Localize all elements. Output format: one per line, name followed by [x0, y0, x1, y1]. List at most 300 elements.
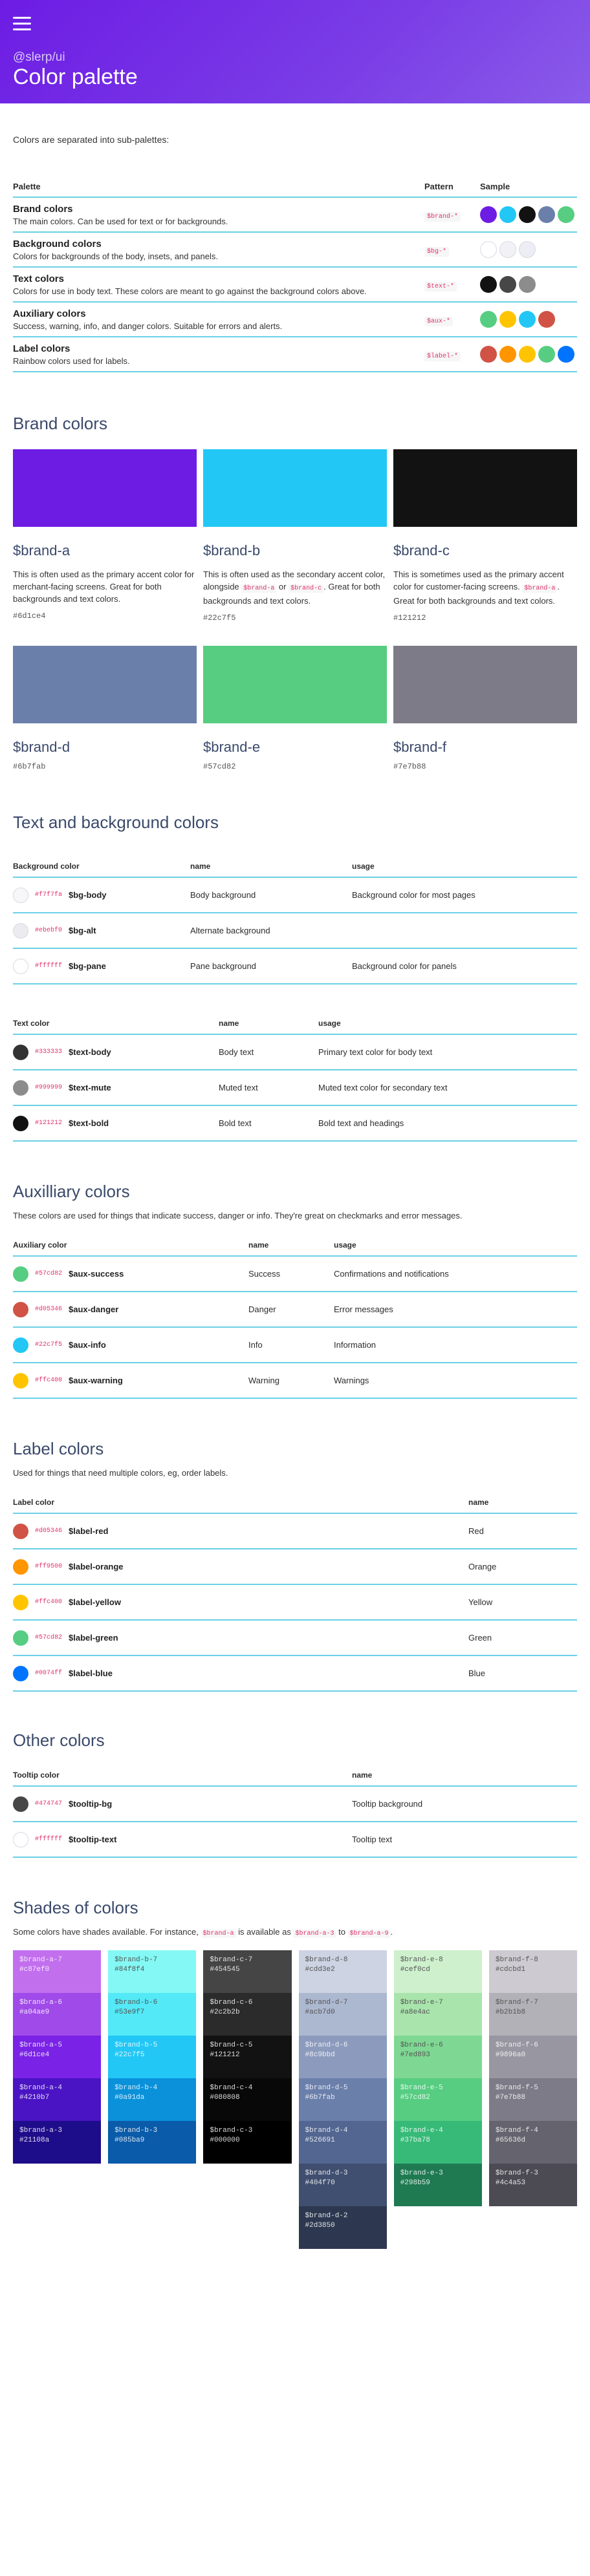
brand-d-hex: #6b7fab	[13, 762, 46, 771]
color-variable[interactable]: $bg-body	[69, 890, 107, 900]
palette-desc: The main colors. Can be used for text or for backgrounds.	[13, 216, 228, 226]
brand-c-swatch	[393, 449, 577, 527]
color-variable[interactable]: $tooltip-bg	[69, 1799, 113, 1809]
color-sample-dot	[519, 206, 536, 223]
page-title: Color palette	[13, 65, 138, 89]
shade-hex: #4c4a53	[495, 2179, 526, 2187]
tooltip-table-header	[13, 1765, 577, 1787]
palette-desc: Success, warning, info, and danger colors. Suitable for errors and alerts.	[13, 321, 283, 331]
shade-hex: #6b7fab	[305, 2094, 335, 2102]
label-heading: Label colors	[13, 1439, 104, 1458]
color-row	[13, 1106, 577, 1142]
aux-table-header	[13, 1235, 577, 1257]
shades-desc	[13, 1927, 577, 1937]
color-row	[13, 1656, 577, 1692]
shade-hex: #7e7b88	[495, 2094, 526, 2102]
color-hex: #57cd82	[35, 1634, 63, 1641]
brand-card-c	[393, 449, 577, 623]
brand-c-desc-part: . Great for both backgrounds and text colors.	[393, 582, 560, 606]
color-sample-dot	[480, 241, 497, 258]
shades-code-brand-a-3: $brand-a-3	[293, 1930, 336, 1938]
color-sample-dot	[519, 346, 536, 363]
brand-a-swatch	[13, 449, 197, 527]
color-name: Bold text	[219, 1118, 252, 1128]
shade-swatch	[394, 1993, 482, 2036]
brand-e-hex: #57cd82	[203, 762, 236, 771]
shade-name: $brand-f-6	[495, 2041, 538, 2049]
shade-swatch	[108, 2036, 196, 2078]
aux-heading: Auxilliary colors	[13, 1182, 130, 1201]
color-name: Yellow	[468, 1597, 493, 1607]
text-bg-heading: Text and background colors	[13, 813, 219, 832]
color-dot	[13, 1337, 28, 1353]
palette-samples	[480, 241, 577, 258]
shade-swatch	[489, 2121, 577, 2164]
shade-swatch	[203, 2121, 291, 2164]
color-variable[interactable]: $bg-pane	[69, 961, 106, 971]
shade-swatch	[108, 2121, 196, 2164]
label-table-header	[13, 1492, 577, 1514]
palette-pattern: $text-*	[424, 282, 457, 292]
shade-swatch	[13, 1993, 101, 2036]
color-dot	[13, 1045, 28, 1060]
palette-desc: Colors for backgrounds of the body, insets, and panels.	[13, 251, 219, 261]
color-name: Tooltip background	[352, 1799, 423, 1809]
color-hex: #ebebf0	[35, 927, 63, 934]
palette-samples	[480, 276, 577, 293]
brand-c-name: $brand-c	[393, 542, 450, 559]
shade-hex: #b2b1b8	[495, 2008, 526, 2016]
color-row	[13, 1328, 577, 1363]
shade-name: $brand-d-8	[305, 1956, 348, 1964]
color-sample-dot	[499, 311, 516, 328]
shade-hex: #8c9bbd	[305, 2051, 335, 2059]
palette-pattern: $brand-*	[424, 212, 461, 222]
header-usage: usage	[318, 1019, 341, 1028]
color-name: Body background	[190, 890, 256, 900]
color-hex: #ffffff	[35, 1836, 63, 1843]
brand-colors-heading: Brand colors	[13, 414, 107, 433]
header-aux-color: Auxiliary color	[13, 1240, 67, 1250]
shade-column	[299, 1950, 387, 2249]
shade-hex: #65636d	[495, 2136, 526, 2144]
shade-name: $brand-a-6	[19, 1999, 63, 2007]
shade-hex: #a04ae9	[19, 2008, 50, 2016]
palette-samples	[480, 346, 577, 363]
color-sample-dot	[519, 276, 536, 293]
hamburger-menu-icon[interactable]	[13, 17, 31, 31]
shade-hex: #57cd82	[400, 2094, 430, 2102]
shades-desc-part: .	[390, 1927, 393, 1937]
color-variable[interactable]: $bg-alt	[69, 926, 96, 935]
color-sample-dot	[538, 311, 555, 328]
color-dot	[13, 1595, 28, 1610]
color-sample-dot	[558, 206, 574, 223]
color-name: Warning	[248, 1376, 279, 1385]
shade-hex: #9896a0	[495, 2051, 526, 2059]
color-usage: Confirmations and notifications	[334, 1269, 449, 1279]
shade-column	[13, 1950, 101, 2249]
brand-c-code-a: $brand-a	[522, 584, 557, 593]
color-cell	[13, 1373, 248, 1389]
brand-c-desc-part: This is sometimes used as the primary accent color for customer-facing screens.	[393, 569, 564, 591]
brand-b-code-c: $brand-c	[289, 584, 323, 593]
color-row	[13, 1514, 577, 1549]
color-dot	[13, 923, 28, 939]
color-sample-dot	[480, 276, 497, 293]
palette-desc: Colors for use in body text. These colors are meant to go against the background colors above.	[13, 286, 367, 296]
shade-swatch	[299, 2164, 387, 2206]
palette-row	[13, 233, 577, 268]
palette-name[interactable]: Label colors	[13, 343, 71, 354]
brand-f-hex: #7e7b88	[393, 762, 426, 771]
shade-name: $brand-f-5	[495, 2084, 538, 2092]
brand-b-desc-part: This is often used as the secondary accent color, alongside	[203, 569, 386, 591]
color-variable[interactable]: $label-green	[69, 1633, 118, 1643]
color-dot	[13, 1373, 28, 1389]
color-hex: #d05346	[35, 1306, 63, 1313]
color-variable[interactable]: $text-mute	[69, 1083, 111, 1092]
color-usage: Background color for panels	[352, 961, 457, 971]
shade-name: $brand-b-7	[115, 1956, 158, 1964]
color-sample-dot	[538, 346, 555, 363]
palette-info	[13, 204, 424, 226]
shade-name: $brand-a-5	[19, 2041, 63, 2049]
shade-swatch	[299, 2078, 387, 2121]
header-name: name	[352, 1771, 373, 1780]
color-variable[interactable]: $aux-success	[69, 1269, 124, 1279]
shade-hex: #454545	[210, 1966, 240, 1974]
shade-name: $brand-c-4	[210, 2084, 253, 2092]
shade-swatch	[108, 2078, 196, 2121]
color-dot	[13, 1796, 28, 1812]
color-sample-dot	[499, 241, 516, 258]
color-name: Tooltip text	[352, 1835, 393, 1844]
shade-hex: #7ed893	[400, 2051, 430, 2059]
shade-hex: #22c7f5	[115, 2051, 145, 2059]
header-name: name	[248, 1240, 269, 1250]
shade-name: $brand-f-3	[495, 2169, 538, 2177]
shade-column	[489, 1950, 577, 2249]
shade-hex: #cef0cd	[400, 1966, 430, 1974]
label-table	[13, 1492, 577, 1692]
color-sample-dot	[499, 206, 516, 223]
color-variable[interactable]: $label-orange	[69, 1562, 124, 1571]
color-dot	[13, 1666, 28, 1681]
color-cell	[13, 1337, 248, 1353]
intro-text: Colors are separated into sub-palettes:	[13, 134, 169, 145]
shade-swatch	[299, 1993, 387, 2036]
palette-name[interactable]: Text colors	[13, 273, 64, 284]
shade-name: $brand-e-8	[400, 1956, 443, 1964]
palette-info	[13, 239, 424, 261]
shade-name: $brand-d-5	[305, 2084, 348, 2092]
color-cell	[13, 1595, 468, 1610]
header-usage: usage	[334, 1240, 356, 1250]
shade-hex: #080808	[210, 2094, 240, 2102]
color-dot	[13, 1116, 28, 1131]
brand-c-desc	[393, 568, 577, 607]
brand-a-name: $brand-a	[13, 542, 71, 559]
brand-b-hex: #22c7f5	[203, 613, 236, 623]
shade-name: $brand-b-3	[115, 2127, 158, 2134]
palette-samples	[480, 206, 577, 223]
shade-hex: #526691	[305, 2136, 335, 2144]
shade-hex: #298b59	[400, 2179, 430, 2187]
brand-card-d	[13, 646, 197, 771]
palette-pattern: $bg-*	[424, 247, 449, 257]
palette-info	[13, 273, 424, 296]
shade-swatch	[299, 1950, 387, 1993]
palette-row	[13, 198, 577, 233]
text-table-header	[13, 1013, 577, 1035]
color-row	[13, 1621, 577, 1656]
color-sample-dot	[558, 346, 574, 363]
color-name: Danger	[248, 1304, 276, 1314]
color-cell	[13, 1666, 468, 1681]
brand-a-hex: #6d1ce4	[13, 612, 46, 621]
brand-b-swatch	[203, 449, 387, 527]
shade-swatch	[299, 2036, 387, 2078]
color-variable[interactable]: $label-yellow	[69, 1597, 121, 1607]
color-sample-dot	[519, 241, 536, 258]
breadcrumb[interactable]: @slerp/ui	[13, 50, 65, 64]
palette-name[interactable]: Auxiliary colors	[13, 308, 86, 319]
color-sample-dot	[538, 206, 555, 223]
shade-name: $brand-c-6	[210, 1999, 253, 2007]
header-pattern: Pattern	[424, 181, 453, 191]
color-hex: #ffc400	[35, 1377, 63, 1384]
palette-row	[13, 268, 577, 303]
brand-b-desc	[203, 568, 387, 607]
color-dot	[13, 1266, 28, 1282]
shade-hex: #37ba78	[400, 2136, 430, 2144]
color-hex: #999999	[35, 1084, 63, 1091]
shade-name: $brand-a-7	[19, 1956, 63, 1964]
color-cell	[13, 1116, 219, 1131]
color-row	[13, 1035, 577, 1070]
brand-card-a	[13, 449, 197, 623]
brand-c-hex: #121212	[393, 613, 426, 623]
shade-name: $brand-f-8	[495, 1956, 538, 1964]
color-cell	[13, 1559, 468, 1575]
shade-column	[203, 1950, 291, 2249]
color-variable[interactable]: $aux-danger	[69, 1304, 119, 1314]
shade-name: $brand-e-5	[400, 2084, 443, 2092]
brand-card-f	[393, 646, 577, 771]
palette-pattern-cell	[424, 244, 480, 255]
palette-pattern-cell	[424, 209, 480, 220]
palette-samples	[480, 311, 577, 328]
shade-name: $brand-a-4	[19, 2084, 63, 2092]
shade-swatch	[394, 1950, 482, 1993]
color-name: Muted text	[219, 1083, 258, 1092]
color-hex: #121212	[35, 1120, 63, 1127]
shade-swatch	[203, 1950, 291, 1993]
brand-grid-row2	[13, 646, 577, 771]
brand-e-name: $brand-e	[203, 739, 261, 755]
color-hex: #ff9500	[35, 1563, 63, 1570]
shade-swatch	[203, 1993, 291, 2036]
shade-hex: #121212	[210, 2051, 240, 2059]
shade-swatch	[394, 2078, 482, 2121]
shade-swatch	[394, 2121, 482, 2164]
palette-pattern-cell	[424, 349, 480, 360]
header-name: name	[190, 862, 211, 871]
color-variable[interactable]: $label-blue	[69, 1668, 113, 1678]
color-sample-dot	[480, 346, 497, 363]
brand-b-name: $brand-b	[203, 542, 261, 559]
color-cell	[13, 888, 190, 903]
shade-name: $brand-b-5	[115, 2041, 158, 2049]
shade-name: $brand-d-2	[305, 2212, 348, 2220]
color-row	[13, 878, 577, 913]
color-variable[interactable]: $text-body	[69, 1047, 111, 1057]
color-row	[13, 1822, 577, 1858]
color-sample-dot	[480, 206, 497, 223]
color-cell	[13, 1630, 468, 1646]
brand-b-desc-part: or	[278, 582, 287, 591]
color-row	[13, 1549, 577, 1585]
color-variable[interactable]: $aux-info	[69, 1340, 106, 1350]
palette-row	[13, 303, 577, 337]
palette-name[interactable]: Background colors	[13, 238, 102, 250]
shade-hex: #21108a	[19, 2136, 50, 2144]
color-cell	[13, 1080, 219, 1096]
color-sample-dot	[480, 311, 497, 328]
palette-row	[13, 337, 577, 372]
shade-column	[108, 1950, 196, 2249]
color-row	[13, 1292, 577, 1328]
shade-swatch	[13, 2078, 101, 2121]
color-sample-dot	[519, 311, 536, 328]
shade-name: $brand-e-4	[400, 2127, 443, 2134]
palette-pattern-cell	[424, 279, 480, 290]
color-dot	[13, 1630, 28, 1646]
shade-swatch	[203, 2036, 291, 2078]
header-label-color: Label color	[13, 1498, 55, 1507]
color-name: Body text	[219, 1047, 254, 1057]
shade-name: $brand-c-5	[210, 2041, 253, 2049]
color-variable[interactable]: $tooltip-text	[69, 1835, 117, 1844]
shades-desc-part: is available as	[238, 1927, 291, 1937]
shade-name: $brand-a-3	[19, 2127, 63, 2134]
color-row	[13, 949, 577, 985]
color-row	[13, 1070, 577, 1106]
color-hex: #ffc400	[35, 1599, 63, 1606]
color-name: Info	[248, 1340, 263, 1350]
shades-desc-part: to	[338, 1927, 345, 1937]
color-variable[interactable]: $label-red	[69, 1526, 109, 1536]
color-name: Blue	[468, 1668, 486, 1678]
shade-column	[394, 1950, 482, 2249]
shade-name: $brand-d-4	[305, 2127, 348, 2134]
palette-pattern-cell	[424, 314, 480, 325]
color-dot	[13, 959, 28, 974]
palette-pattern: $aux-*	[424, 317, 453, 326]
palette-pattern: $label-*	[424, 352, 461, 361]
color-usage: Background color for most pages	[352, 890, 475, 900]
shade-hex: #2d3850	[305, 2222, 335, 2230]
shade-hex: #0a91da	[115, 2094, 145, 2102]
color-variable[interactable]: $aux-warning	[69, 1376, 123, 1385]
color-row	[13, 1585, 577, 1621]
aux-table	[13, 1235, 577, 1399]
brand-b-desc-part: . Great for both backgrounds and text colors.	[203, 582, 380, 606]
color-hex: #57cd82	[35, 1270, 63, 1277]
shade-swatch	[299, 2121, 387, 2164]
color-cell	[13, 923, 190, 939]
shade-swatch	[108, 1993, 196, 2036]
shade-swatch	[108, 1950, 196, 1993]
shade-name: $brand-d-6	[305, 2041, 348, 2049]
color-hex: #474747	[35, 1800, 63, 1807]
color-sample-dot	[499, 276, 516, 293]
header-palette: Palette	[13, 181, 41, 191]
header-name: name	[468, 1498, 489, 1507]
header-tooltip-color: Tooltip color	[13, 1771, 60, 1780]
color-variable[interactable]: $text-bold	[69, 1118, 109, 1128]
color-dot	[13, 1080, 28, 1096]
shade-name: $brand-c-3	[210, 2127, 253, 2134]
color-row	[13, 913, 577, 949]
shade-hex: #4210b7	[19, 2094, 50, 2102]
color-cell	[13, 1302, 248, 1317]
palette-info	[13, 308, 424, 331]
shades-code-brand-a: $brand-a	[201, 1930, 236, 1938]
shade-name: $brand-b-4	[115, 2084, 158, 2092]
palette-desc: Rainbow colors used for labels.	[13, 356, 130, 366]
shade-swatch	[489, 2164, 577, 2206]
palette-info	[13, 343, 424, 366]
shades-code-brand-a-9: $brand-a-9	[348, 1930, 391, 1938]
header-usage: usage	[352, 862, 375, 871]
shade-name: $brand-e-6	[400, 2041, 443, 2049]
color-dot	[13, 1559, 28, 1575]
color-hex: #d05346	[35, 1528, 63, 1535]
palette-table	[13, 176, 577, 372]
color-dot	[13, 1302, 28, 1317]
color-row	[13, 1257, 577, 1292]
color-dot	[13, 1832, 28, 1847]
color-name: Pane background	[190, 961, 256, 971]
color-usage: Information	[334, 1340, 377, 1350]
shade-name: $brand-e-3	[400, 2169, 443, 2177]
shade-hex: #c87ef0	[19, 1966, 50, 1974]
header-name: name	[219, 1019, 239, 1028]
shade-swatch	[13, 2036, 101, 2078]
color-name: Orange	[468, 1562, 497, 1571]
color-dot	[13, 1524, 28, 1539]
color-row	[13, 1363, 577, 1399]
brand-card-b	[203, 449, 387, 623]
brand-f-name: $brand-f	[393, 739, 446, 755]
color-name: Red	[468, 1526, 484, 1536]
palette-name[interactable]: Brand colors	[13, 203, 73, 215]
tooltip-table	[13, 1765, 577, 1858]
header-bg-color: Background color	[13, 862, 80, 871]
brand-b-code-a: $brand-a	[241, 584, 276, 593]
shade-name: $brand-f-7	[495, 1999, 538, 2007]
shade-swatch	[203, 2078, 291, 2121]
color-hex: #333333	[35, 1048, 63, 1056]
shade-swatch	[394, 2036, 482, 2078]
brand-f-swatch	[393, 646, 577, 723]
color-usage: Error messages	[334, 1304, 393, 1314]
bg-table	[13, 856, 577, 985]
shade-name: $brand-d-3	[305, 2169, 348, 2177]
shade-name: $brand-d-7	[305, 1999, 348, 2007]
